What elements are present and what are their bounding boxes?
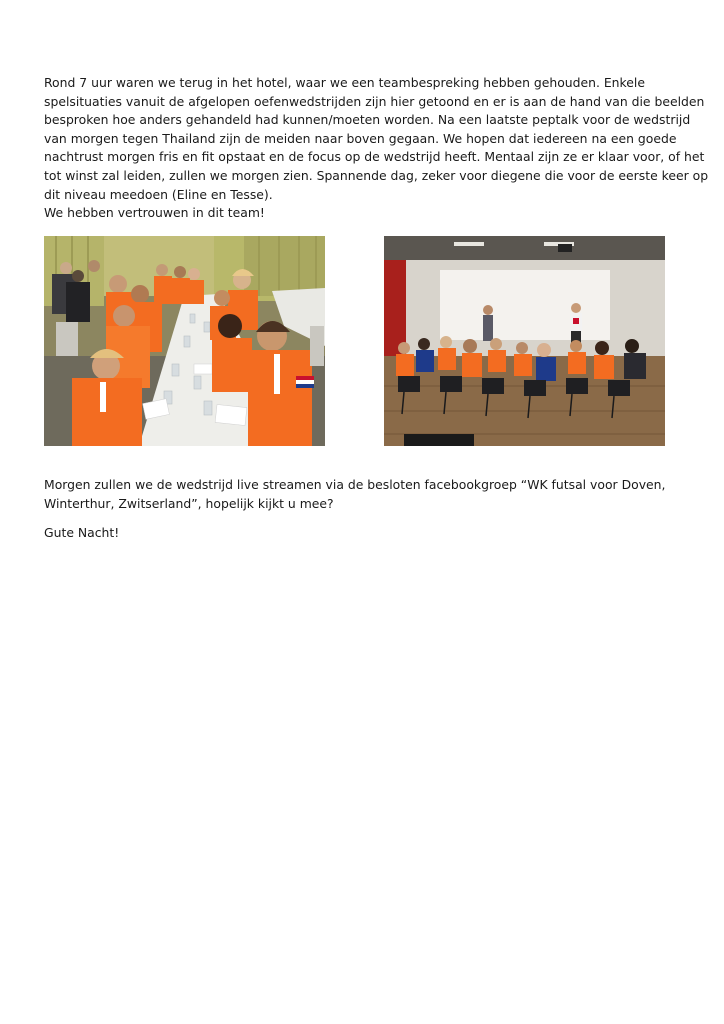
intro-line: spelsituaties vanuit de afgelopen oefenwedstrijden zijn hier getoond en er is aan de hand van die beelden: [44, 93, 705, 109]
team-meeting-image: [384, 236, 665, 446]
closing-greeting: [44, 524, 684, 543]
team-dinner-photo: [44, 236, 325, 446]
intro-line: besproken hoe anders gehandeld had kunnen/moeten worden. Na een laatste peptalk voor de wedstrijd: [44, 112, 691, 128]
intro-line: Rond 7 uur waren we terug in het hotel, waar we een teambespreking hebben gehouden. Enkele: [44, 75, 645, 90]
intro-line: van morgen tegen Thailand zijn de meiden naar boven gegaan. We hopen dat iedereen na een goede: [44, 130, 677, 146]
intro-line: dit niveau meedoen (Eline en Tesse).: [44, 186, 273, 202]
stream-line: Morgen zullen we de wedstrijd live streamen via de besloten facebookgroep “WK futsal voor Doven,: [44, 477, 666, 492]
intro-line: nachtrust morgen fris en fit opstaat en de focus op de wedstrijd heeft. Mentaal zijn ze er klaar voor, of het: [44, 149, 705, 165]
closing-text: Gute Nacht!: [44, 525, 120, 540]
team-meeting-photo: [384, 236, 665, 446]
team-dinner-image: [44, 236, 325, 446]
stream-paragraph: [44, 476, 684, 513]
intro-line: We hebben vertrouwen in dit team!: [44, 205, 265, 221]
intro-paragraph: [44, 74, 709, 223]
intro-line: tot winst zal leiden, zullen we morgen zien. Spannende dag, zeker voor diegene die voor de eerste keer op: [44, 167, 709, 183]
stream-line: Winterthur, Zwitserland”, hopelijk kijkt u mee?: [44, 495, 334, 511]
